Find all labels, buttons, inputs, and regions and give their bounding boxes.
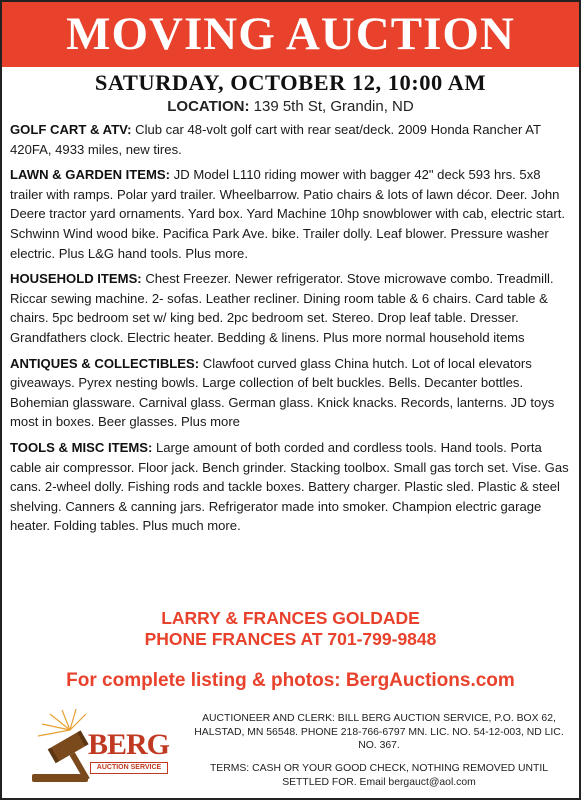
section-heading: GOLF CART & ATV: [10,122,132,137]
section-lawn-garden [10,165,575,263]
berg-logo [30,708,170,786]
section-heading: HOUSEHOLD ITEMS: [10,271,142,287]
section-text: Chest Freezer. Newer refrigerator. Stove microwave combo. Treadmill. Riccar sewing machine. 2- sofas. Leather recliner. Dining room table & 6 chairs. Card table & chairs. 5pc bedroom set w/ king bed. 2pc bedroom set. Stereo. Drop leaf table. Dresser. Grandfathers clock. Electric heater. Bedding & linens. Plus more normal household items [10,271,554,345]
section-golf-cart-atv [10,120,575,159]
logo-subtitle: AUCTION SERVICE [90,762,168,774]
section-heading: TOOLS & MISC ITEMS: [10,439,153,455]
section-heading: ANTIQUES & COLLECTIBLES: [10,355,200,371]
section-text: Club car 48-volt golf cart with rear seat/deck. 2009 Honda Rancher AT 420FA, 4933 miles, new tires. [10,122,541,157]
item-listing [10,120,575,542]
section-text: Clawfoot curved glass China hutch. Lot of local elevators giveaways. Pyrex nesting bowls. Large collection of belt buckles. Bells. Decanter bottles. Bohemian glassware. Carnival glass. German glass. Knick knacks. Records, lanterns. JD toys most in boxes. Beer glasses. Plus more [10,355,555,430]
section-text: JD Model L110 riding mower with bagger 42" deck 593 hrs. 5x8 trailer with ramps. Polar yard trailer. Wheelbarrow. Patio chairs & lots of lawn décor. Deer. John Deere tractor yard ornaments. Yard box. Yard Machine 10hp snowblower with cab, electric start. Schwinn Wind wood bike. Pacifica Park Ave. bike. Trailer dolly. Leaf blower. Pressure washer electric. Plus L&G hand tools. Plus more. [10,167,566,261]
location-value: 139 5th St, Grandin, ND [253,98,414,115]
seller-contact [2,608,579,650]
title-banner: MOVING AUCTION [2,2,579,67]
auction-date: SATURDAY, OCTOBER 12, 10:00 AM [94,70,487,95]
seller-names: LARRY & FRANCES GOLDADE [161,608,420,628]
auctioneer-info: AUCTIONEER AND CLERK: BILL BERG AUCTION SERVICE, P.O. BOX 62, HALSTAD, MN 56548. PHONE 218-766-6797 MN. LIC. NO. 54-12-003, ND LIC. NO. 367. [194,713,564,751]
terms-text: TERMS: CASH OR YOUR GOOD CHECK, NOTHING REMOVED UNTIL SETTLED FOR. Email bergauct@aol.com [209,763,549,788]
section-tools-misc [10,438,575,536]
logo-wordmark: BERG [88,728,170,761]
location-label: LOCATION: [167,98,250,115]
section-text: Large amount of both corded and cordless tools. Hand tools. Porta cable air compressor. Floor jack. Bench grinder. Stacking toolbox. Small gas torch set. Vise. Gas cans. 2-wheel dolly. Fishing rods and tackle boxes. Battery charger. Plastic sled. Plastic & steel shelving. Canners & canning jars. Refrigerator made into smoker. Champion electric garage heater. Folding tables. Plus much more. [10,439,569,534]
section-heading: LAWN & GARDEN ITEMS: [10,167,171,183]
seller-phone: PHONE FRANCES AT 701-799-9848 [144,629,437,649]
section-household [10,269,575,347]
section-antiques [10,354,575,432]
location-line [2,98,579,115]
listing-website[interactable]: For complete listing & photos: BergAuctions.com [66,670,515,691]
